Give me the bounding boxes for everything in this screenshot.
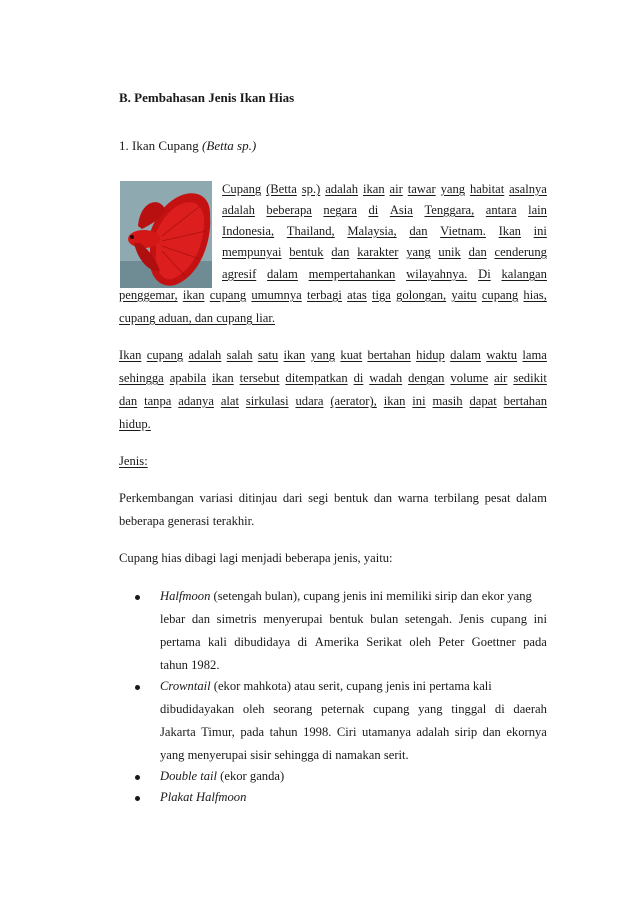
bullet-2-line-3: Jakarta Timur, pada tahun 1998. Ciri utamanya adalah sirip dan ekornya xyxy=(160,725,547,739)
bullet-4-line-1 xyxy=(160,788,547,806)
bullet-3-text-1: (ekor ganda) xyxy=(217,769,285,783)
bullet-2-line-4: yang menyerupai sisir sehingga di namakan serit. xyxy=(160,748,409,762)
para2-line-3: dan tanpa adanya alat sirkulasi udara (aerator), ikan ini masih dapat bertahan xyxy=(119,394,547,408)
bullet-1-line-1 xyxy=(160,587,547,605)
bullet-marker xyxy=(135,796,140,801)
bullet-1-line-4: tahun 1982. xyxy=(160,658,220,672)
intro-line-1: Cupang (Betta sp.) adalah ikan air tawar yang habitat asalnya xyxy=(222,182,547,196)
subsection-title-text: 1. Ikan Cupang xyxy=(119,138,203,153)
intro-line-6: penggemar, ikan cupang umumnya terbagi atas tiga golongan, yaitu cupang hias, xyxy=(119,288,547,302)
bullet-2-term: Crowntail xyxy=(160,679,211,693)
subsection-title xyxy=(119,138,256,154)
bullet-3-term: Double tail xyxy=(160,769,218,783)
bullet-marker xyxy=(135,775,140,780)
bullet-1-line-3: pertama kali dibudidaya di Amerika Serikat oleh Peter Goettner pada xyxy=(160,635,547,649)
para2-line-2: sehingga apabila ikan tersebut ditempatkan di wadah dengan volume air sedikit xyxy=(119,371,547,385)
section-heading: B. Pembahasan Jenis Ikan Hias xyxy=(119,90,295,105)
bullet-marker xyxy=(135,595,140,600)
para3-line-1: Perkembangan variasi ditinjau dari segi bentuk dan warna terbilang pesat dalam xyxy=(119,491,547,505)
intro-line-2: adalah beberapa negara di Asia Tenggara, antara lain xyxy=(222,203,547,217)
intro-line-5: agresif dalam mempertahankan wilayahnya. Di kalangan xyxy=(222,267,547,281)
bullet-2-text-1: (ekor mahkota) atau serit, cupang jenis ini pertama kali xyxy=(210,679,492,693)
bullet-3-line-1 xyxy=(160,767,547,785)
bullet-marker xyxy=(135,685,140,690)
bullet-2-line-1 xyxy=(160,677,547,695)
intro-line-3: Indonesia, Thailand, Malaysia, dan Vietnam. Ikan ini xyxy=(222,224,547,238)
intro-line-4: mempunyai bentuk dan karakter yang unik dan cenderung xyxy=(222,245,547,259)
para3-line-2: beberapa generasi terakhir. xyxy=(119,514,255,528)
betta-fish-photo xyxy=(120,181,212,288)
bullet-1-text-1: (setengah bulan), cupang jenis ini memiliki sirip dan ekor yang xyxy=(210,589,532,603)
jenis-label: Jenis: xyxy=(119,454,148,468)
para2-line-4: hidup. xyxy=(119,417,151,431)
para2-line-1: Ikan cupang adalah salah satu ikan yang kuat bertahan hidup dalam waktu lama xyxy=(119,348,547,362)
bullet-2-line-2: dibudidayakan oleh seorang peternak cupang yang tinggal di daerah xyxy=(160,702,547,716)
bullet-1-line-2: lebar dan simetris menyerupai bentuk bulan setengah. Jenis cupang ini xyxy=(160,612,547,626)
para4: Cupang hias dibagi lagi menjadi beberapa jenis, yaitu: xyxy=(119,551,393,565)
intro-line-7: cupang aduan, dan cupang liar. xyxy=(119,311,275,325)
subsection-title-latin: (Betta sp.) xyxy=(202,138,257,153)
bullet-4-term: Plakat Halfmoon xyxy=(160,790,247,804)
bullet-1-term: Halfmoon xyxy=(160,589,211,603)
